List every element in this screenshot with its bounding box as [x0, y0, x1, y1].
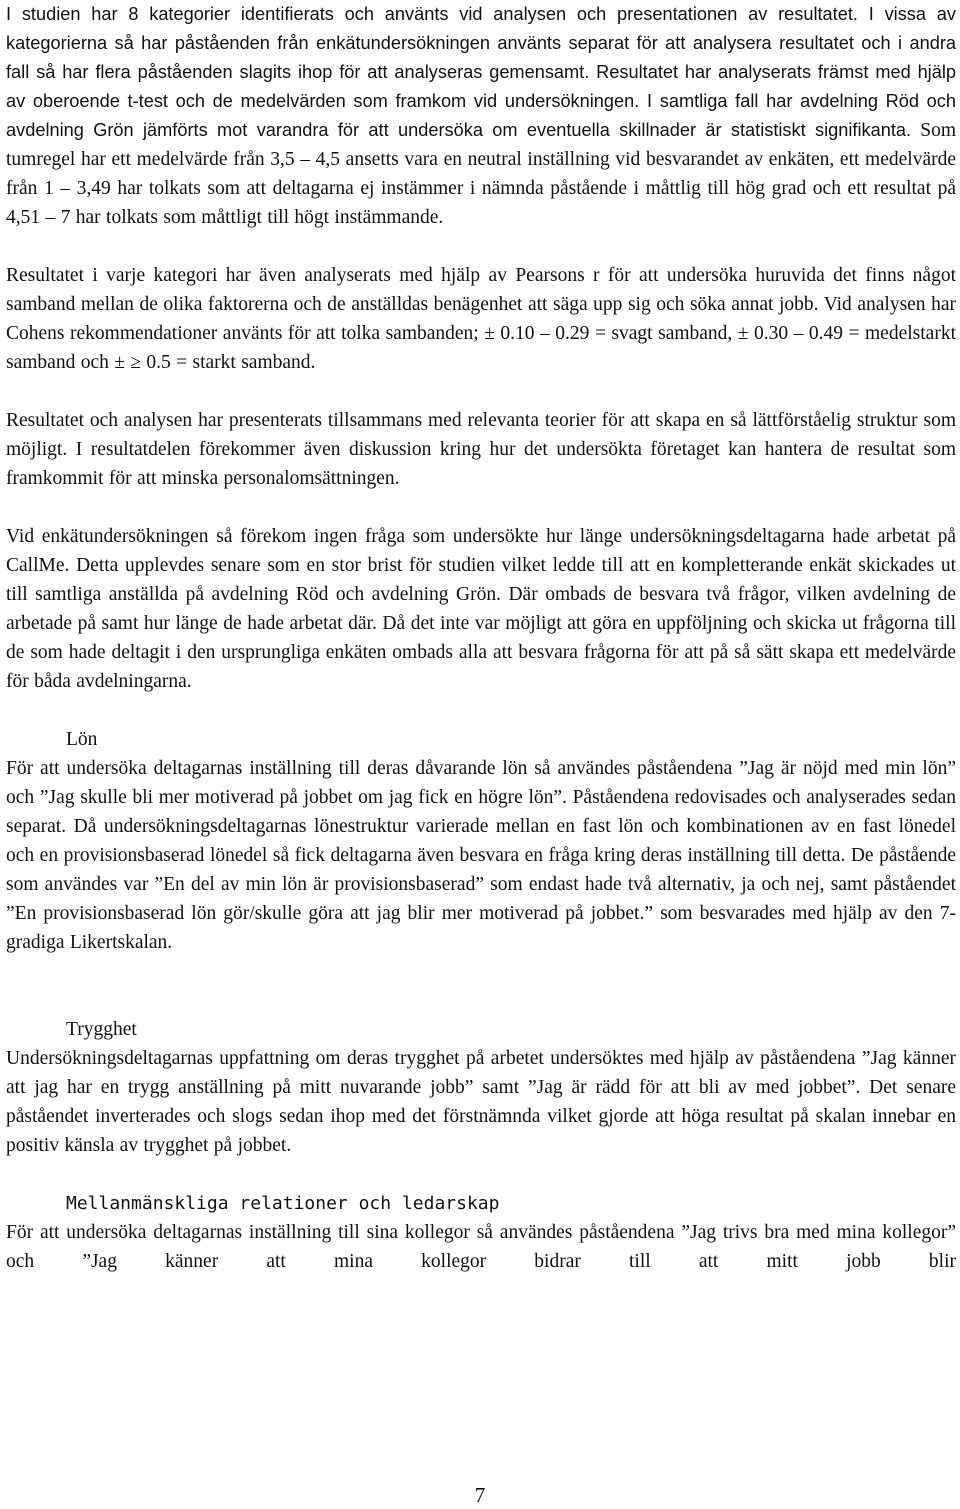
section-gap [6, 957, 956, 1015]
paragraph-segment-sans: I studien har 8 kategorier identifierats och använts vid analysen och presentationen av resultatet. I vissa av kategorierna så har påståenden från enkätundersökningen använts separat för att analysera resultatet och i andra fall så har flera påståenden slagits ihop för att analyseras gemensamt. Resultatet har analyserats främst med hjälp av oberoende t-test och de medelvärden som framkom vid undersökningen. I samtliga fall har avdelning Röd och avdelning Grön jämförts mot varandra för att undersöka om eventuella skillnader är statistiskt signifikanta. [6, 4, 956, 140]
paragraph-segment-serif: Som tumregel har ett medelvärde från 3,5 – 4,5 ansetts vara en neutral inställning vid besvarandet av enkäten, ett medelvärde från 1 – 3,49 har tolkats som att deltagarna ej instämmer i nämnda påstående i måttlig till hög grad och ett resultat på 4,51 – 7 har tolkats som måttligt till högt instämmande. [6, 120, 957, 228]
paragraph-presentation: Resultatet och analysen har presenterats tillsammans med relevanta teorier för att skapa en så lättförståelig struktur som möjligt. I resultatdelen förekommer även diskussion kring hur det undersökta företaget kan hantera de resultat som framkommit för att minska personalomsättningen. [6, 410, 956, 489]
paragraph-method-categories [6, 0, 956, 232]
section-heading-lon: Lön [66, 729, 98, 750]
document-page [6, 0, 956, 1276]
section-heading-relationer: Mellanmänskliga relationer och ledarskap [66, 1193, 500, 1214]
section-body-trygghet: Undersökningsdeltagarnas uppfattning om deras trygghet på arbetet undersöktes med hjälp av påståendena ”Jag känner att jag har en trygg anställning på mitt nuvarande jobb” samt ”Jag är rädd för att bli av med jobbet”. Det senare påståendet inverterades och slogs sedan ihop med det förstnämnda vilket gjorde att höga resultat på skalan innebar en positiv känsla av trygghet på jobbet. [6, 1048, 956, 1156]
paragraph-supplementary-survey: Vid enkätundersökningen så förekom ingen fråga som undersökte hur länge undersökningsdeltagarna hade arbetat på CallMe. Detta upplevdes senare som en stor brist för studien vilket ledde till att en kompletterande enkät skickades ut till samtliga anställda på avdelning Röd och avdelning Grön. Där ombads de besvara två frågor, vilken avdelning de arbetade på samt hur länge de hade arbetat där. Då det inte var möjligt att göra en uppföljning och skicka ut frågorna till de som hade deltagit i den ursprungliga enkäten ombads alla att besvara frågorna för att på så sätt skapa ett medelvärde för båda avdelningarna. [6, 526, 956, 692]
section-heading-trygghet: Trygghet [66, 1019, 137, 1040]
section-body-relationer: För att undersöka deltagarnas inställning till sina kollegor så användes påståendena ”Jag trivs bra med mina kollegor” och ”Jag känner att mina kollegor bidrar till att mitt jobb blir [6, 1222, 956, 1272]
page-number: 7 [474, 1483, 486, 1507]
section-body-lon: För att undersöka deltagarnas inställning till deras dåvarande lön så användes påståendena ”Jag är nöjd med min lön” och ”Jag skulle bli mer motiverad på jobbet om jag fick en högre lön”. Påståendena redovisades och analyserades sedan separat. Då undersökningsdeltagarnas lönestruktur varierade mellan en fast lön och kombinationen av en fast lönedel och en provisionsbaserad lönedel så fick deltagarna även besvara en fråga kring deras inställning till detta. De påstående som användes var ”En del av min lön är provisionsbaserad” som endast hade två alternativ, ja och nej, samt påståendet ”En provisionsbaserad lön gör/skulle göra att jag blir mer motiverad på jobbet.” som besvarades med hjälp av den 7-gradiga Likertskalan. [6, 758, 956, 953]
paragraph-pearsons-r: Resultatet i varje kategori har även analyserats med hjälp av Pearsons r för att undersöka huruvida det finns något samband mellan de olika faktorerna och de anställdas benägenhet att säga upp sig och söka annat jobb. Vid analysen har Cohens rekommendationer använts för att tolka sambanden; ± 0.10 – 0.29 = svagt samband, ± 0.30 – 0.49 = medelstarkt samband och ± ≥ 0.5 = starkt samband. [6, 265, 956, 373]
